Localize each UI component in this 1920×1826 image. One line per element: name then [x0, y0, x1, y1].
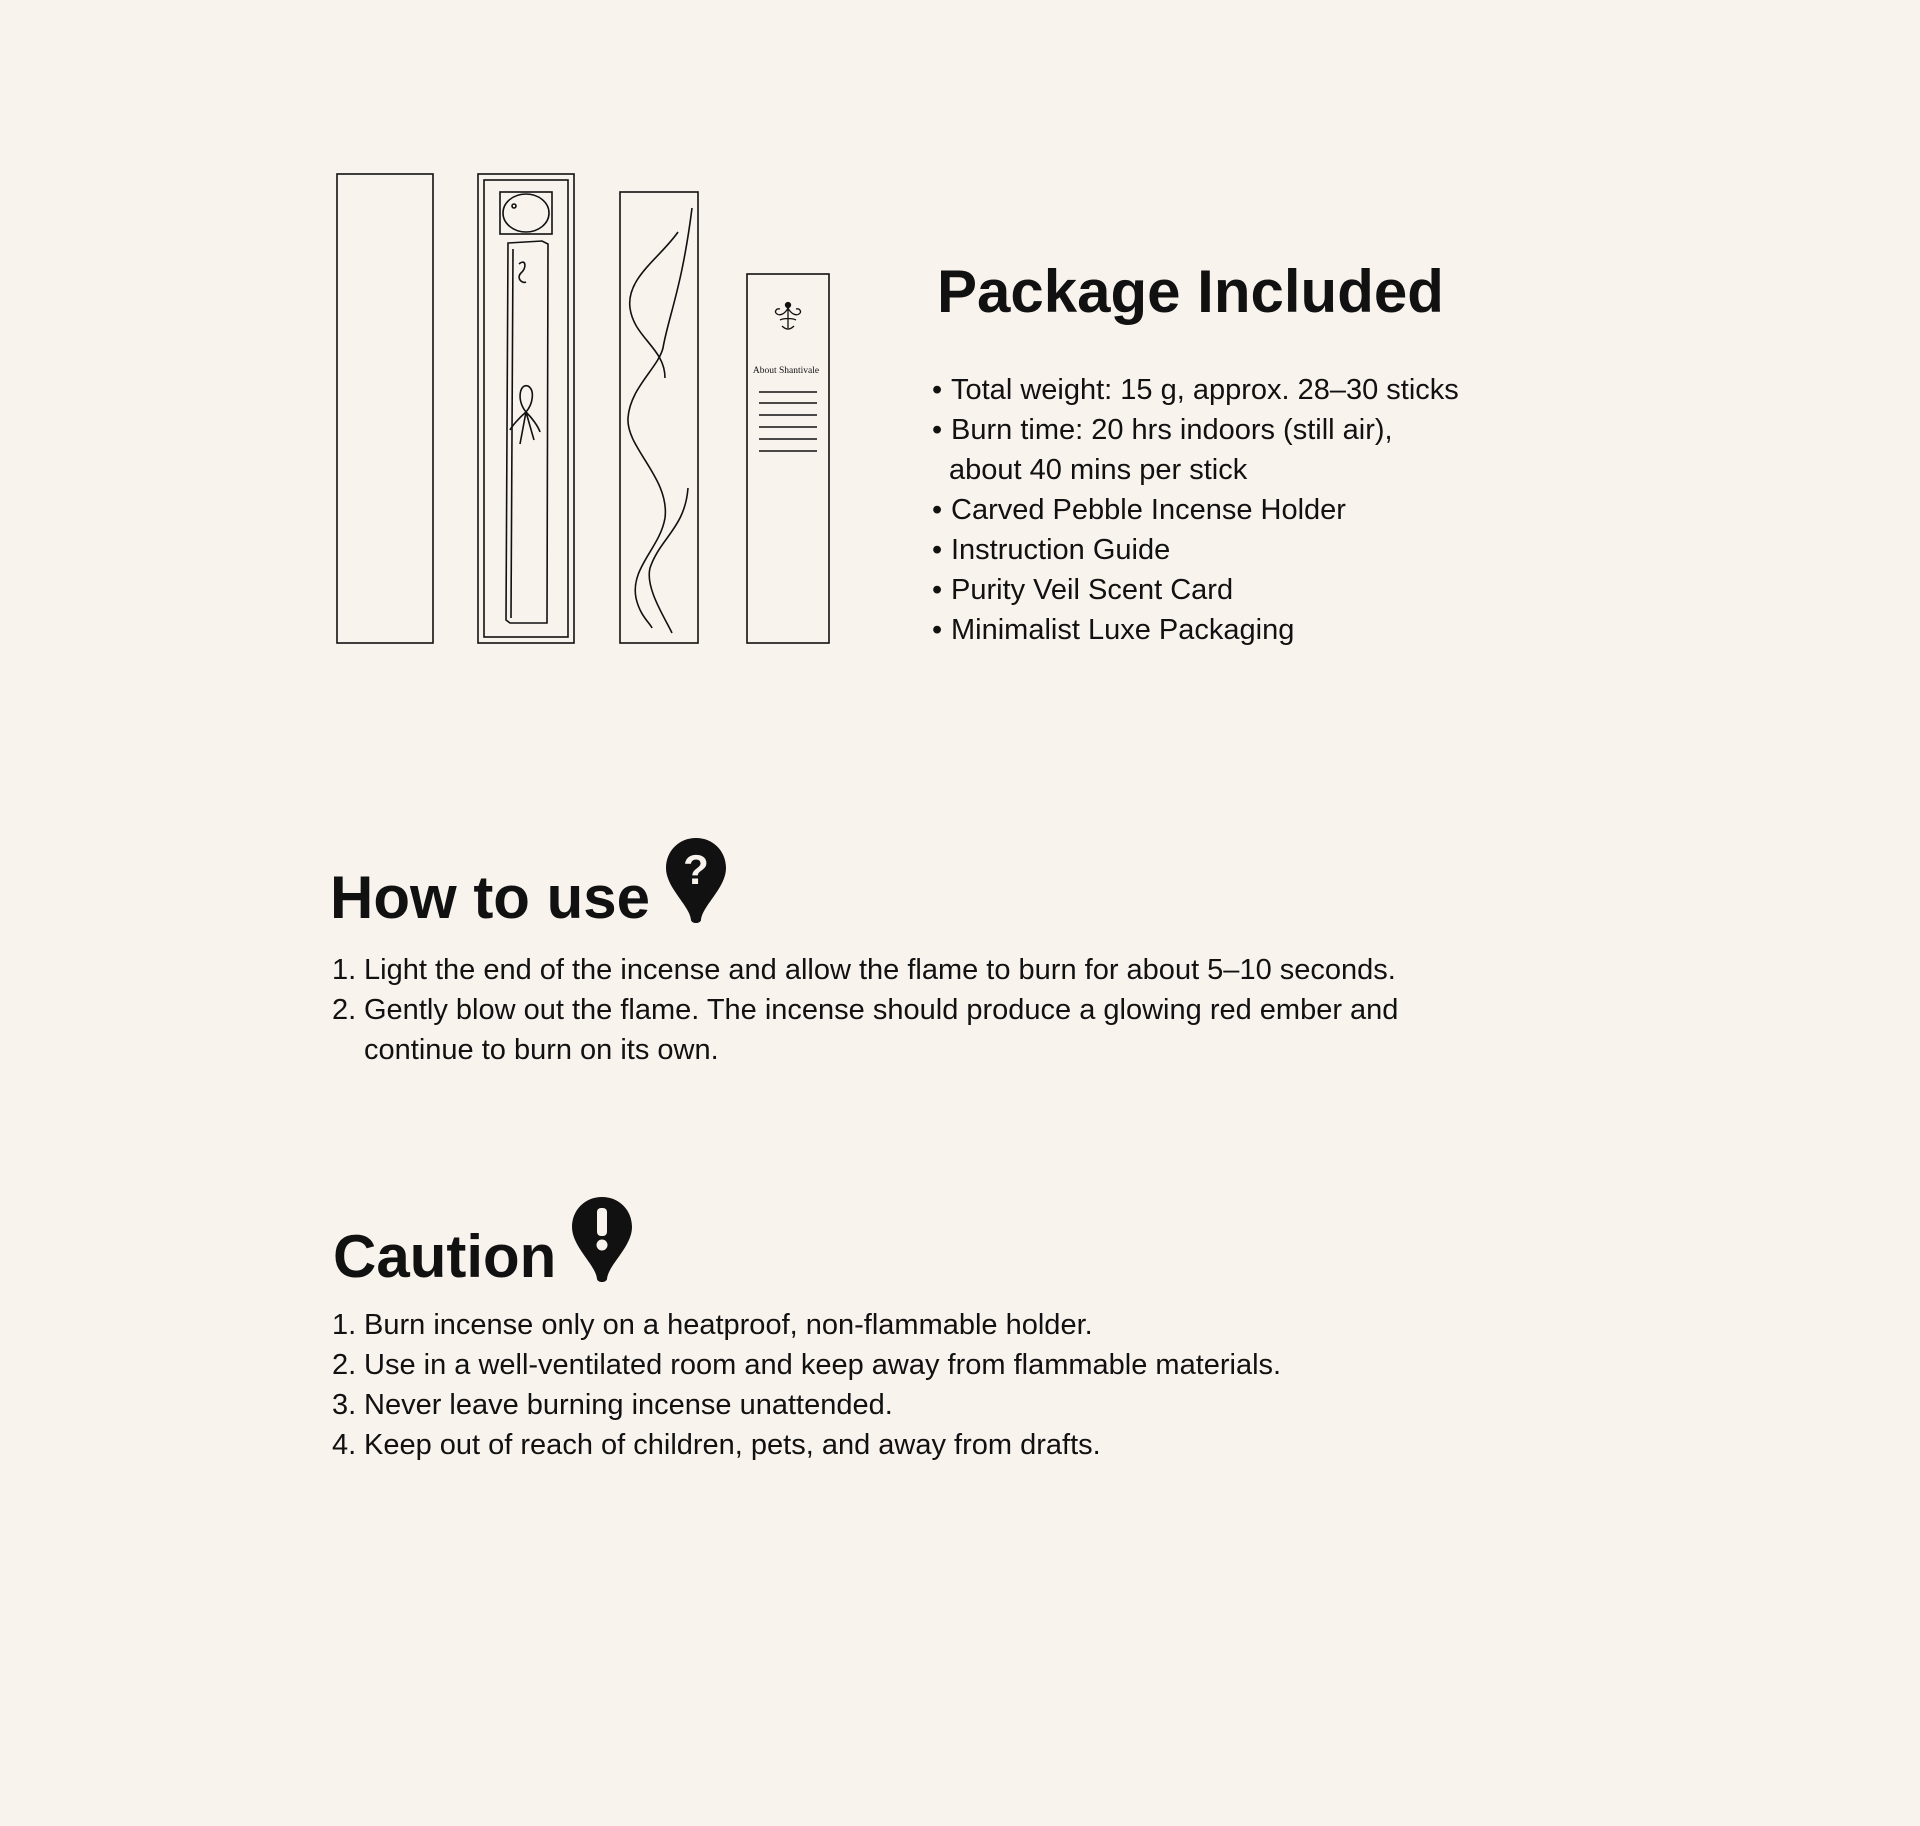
caution-title: Caution — [333, 1195, 634, 1293]
list-item: 2. Gently blow out the flame. The incense should produce a glowing red ember and — [332, 994, 1399, 1026]
caution-steps — [332, 1305, 1281, 1465]
svg-text:?: ? — [683, 846, 709, 893]
brand-logo-mark — [776, 303, 801, 330]
package-illustration — [330, 168, 840, 648]
list-item: 1. Light the end of the incense and allow the flame to burn for about 5–10 seconds. — [332, 954, 1396, 986]
list-item-continuation: about 40 mins per stick — [949, 454, 1248, 486]
package-illustration-svg — [330, 168, 840, 648]
outer-box-drawing — [337, 174, 433, 643]
how-to-use-steps — [332, 950, 1398, 1070]
package-included-list — [932, 370, 1459, 650]
list-item: 4. Keep out of reach of children, pets, and away from drafts. — [332, 1429, 1101, 1461]
package-included-title: Package Included — [937, 258, 1444, 325]
question-pin-icon — [664, 836, 728, 924]
list-item: • Total weight: 15 g, approx. 28–30 sticks — [932, 370, 1459, 410]
inner-tray-drawing — [478, 174, 574, 643]
scent-card-drawing — [620, 192, 698, 643]
exclamation-pin-icon — [570, 1195, 634, 1283]
list-item: • Instruction Guide — [932, 530, 1459, 570]
list-item: 1. Burn incense only on a heatproof, non-flammable holder. — [332, 1309, 1093, 1341]
card-label: About Shantivale — [752, 366, 820, 376]
list-item-continuation: continue to burn on its own. — [364, 1034, 719, 1066]
list-item: • Carved Pebble Incense Holder — [932, 490, 1459, 530]
list-item: • Purity Veil Scent Card — [932, 570, 1459, 610]
instruction-guide-drawing — [747, 274, 829, 643]
list-item: • Burn time: 20 hrs indoors (still air), — [932, 410, 1459, 450]
list-item: 2. Use in a well-ventilated room and keep away from flammable materials. — [332, 1349, 1282, 1381]
how-to-use-title: How to use ? — [330, 836, 728, 934]
list-item: • Minimalist Luxe Packaging — [932, 610, 1459, 650]
list-item: 3. Never leave burning incense unattended. — [332, 1389, 893, 1421]
